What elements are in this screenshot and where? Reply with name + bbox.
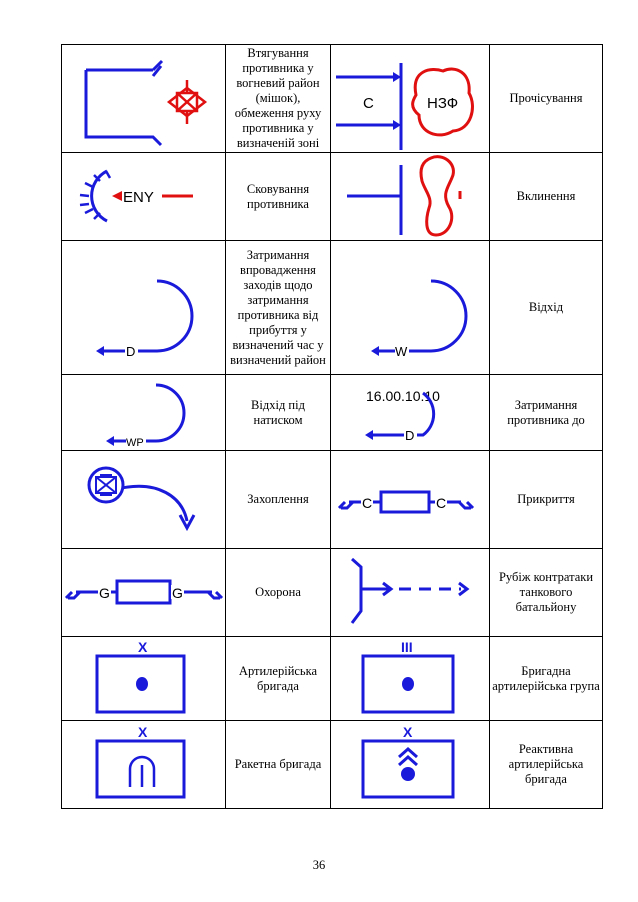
table-row (62, 637, 603, 721)
symbol-fixing (62, 153, 226, 241)
label-g1: G (99, 585, 110, 601)
label-g2: G (172, 585, 183, 601)
label-w: W (395, 344, 408, 359)
label-x2: X (403, 724, 413, 740)
symbol-withdrawal (331, 241, 490, 375)
table-row (62, 451, 603, 549)
label-d: D (126, 344, 136, 359)
right-caption: Реактивна артилерійська бригада (490, 721, 603, 809)
symbol-delay-until (331, 375, 490, 451)
table-row (62, 549, 603, 637)
label-wp: WP (126, 437, 144, 449)
label-date: 16.00.10.10 (366, 388, 440, 404)
symbol-brigade-artillery-group (331, 637, 490, 721)
symbol-cover (331, 451, 490, 549)
table-row (62, 45, 603, 153)
table-row (62, 721, 603, 809)
label-iii: III (401, 639, 413, 655)
symbol-seizure (62, 451, 226, 549)
right-caption: Прикриття (490, 451, 603, 549)
label-nzf: НЗФ (427, 95, 459, 112)
symbol-counterattack-line (331, 549, 490, 637)
symbol-wedge (331, 153, 490, 241)
left-caption: Відхід під натиском (226, 375, 331, 451)
table-row (62, 241, 603, 375)
left-caption: Сковування противника (226, 153, 331, 241)
label-c2: C (436, 495, 447, 511)
label-x1: X (138, 724, 148, 740)
symbol-withdrawal-under-pressure (62, 375, 226, 451)
symbol-encirclement (62, 45, 226, 153)
left-caption: Артилерійська бригада (226, 637, 331, 721)
symbols-table (61, 44, 603, 809)
right-caption: Відхід (490, 241, 603, 375)
right-caption: Рубіж контратаки танкового батальйону (490, 549, 603, 637)
label-eny: ENY (123, 189, 154, 206)
left-caption: Захоплення (226, 451, 331, 549)
symbol-artillery-brigade (62, 637, 226, 721)
label-c: C (363, 95, 374, 112)
left-caption: Ракетна бригада (226, 721, 331, 809)
table-row (62, 153, 603, 241)
label-x: X (138, 639, 148, 655)
page-number: 36 (312, 858, 326, 872)
right-caption: Вклинення (490, 153, 603, 241)
right-caption: Затримання противника до (490, 375, 603, 451)
symbol-guard (62, 549, 226, 637)
left-caption: Охорона (226, 549, 331, 637)
symbol-missile-brigade (62, 721, 226, 809)
table-row (62, 375, 603, 451)
label-c1: C (362, 495, 373, 511)
symbol-delay (62, 241, 226, 375)
symbol-combing (331, 45, 490, 153)
label-d: D (405, 428, 415, 443)
left-caption: Втягування противника у вогневий район (мішок), обмеження руху противника у визначеній зоні (226, 45, 331, 153)
left-caption: Затримання впровадження заходів щодо затримання противника від прибуття у визначений час у визначений район (226, 241, 331, 375)
right-caption: Бригадна артилерійська група (490, 637, 603, 721)
right-caption: Прочісування (490, 45, 603, 153)
symbol-rocket-artillery-brigade (331, 721, 490, 809)
